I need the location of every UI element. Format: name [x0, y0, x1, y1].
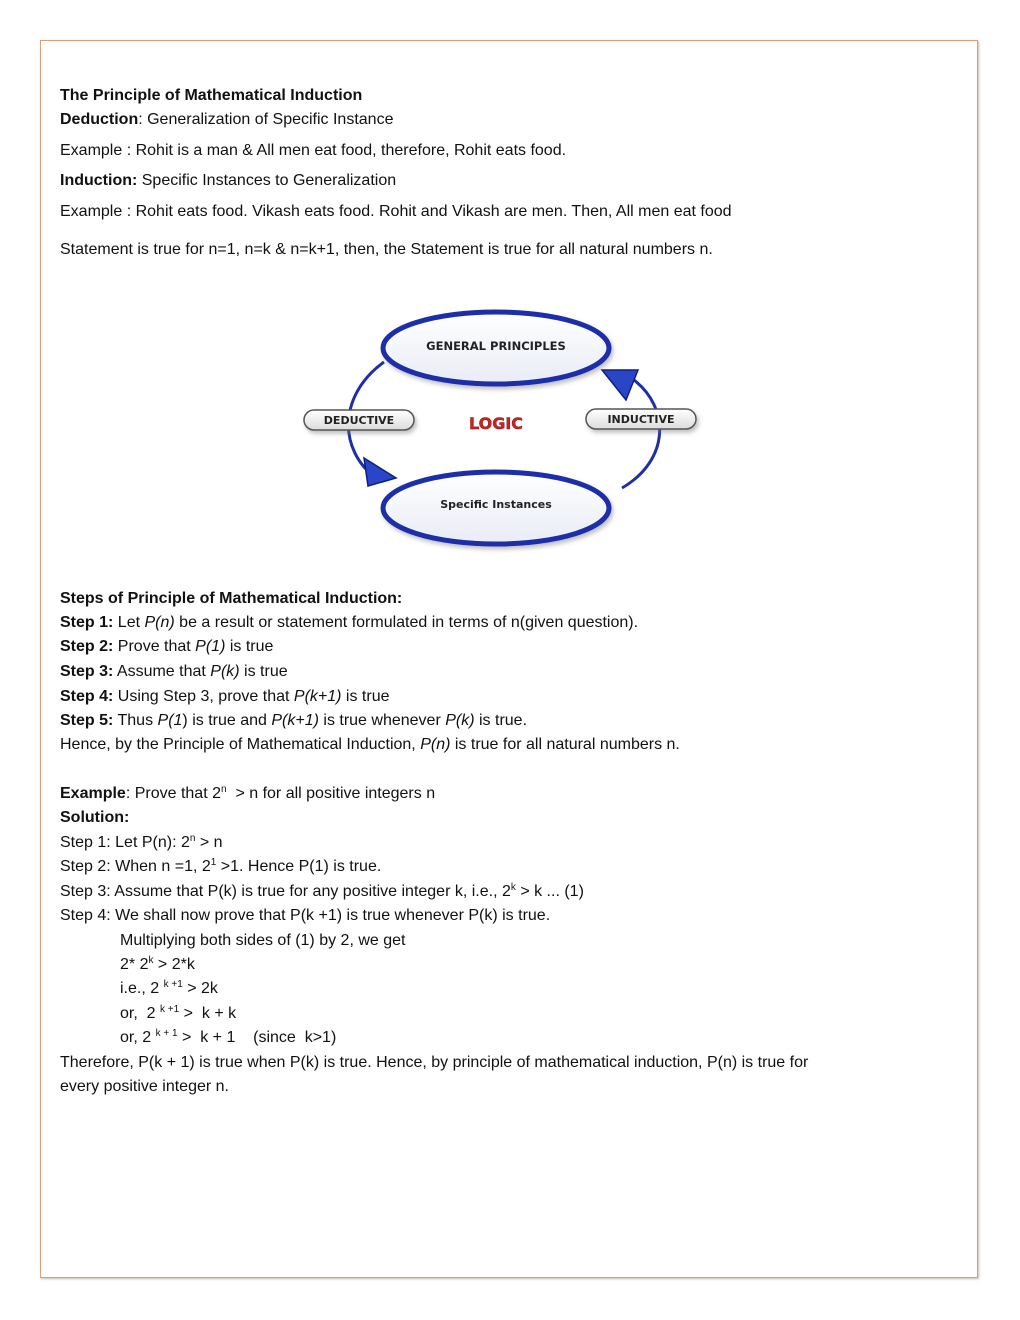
- hence-line: Hence, by the Principle of Mathematical Induction, P(n) is true for all natural numbers n.: [60, 736, 680, 753]
- deductive-label: DEDUCTIVE: [323, 414, 395, 427]
- math-line-3: or, 2 $^{k +1}$ > k + k: [120, 1004, 237, 1022]
- multiply-line: Multiplying both sides of (1) by 2, we get: [120, 932, 406, 949]
- inductive-arrow-icon: [602, 370, 638, 400]
- math-line-4: or, 2 $^{k + 1}$ > k + 1 (since k>1): [120, 1028, 337, 1046]
- solution-step-4: Step 4: We shall now prove that P(k +1) is true whenever P(k) is true.: [60, 907, 551, 924]
- deductive-arrow-icon: [364, 458, 396, 486]
- statement-text: Statement is true for n=1, n=k & n=k+1, then, the Statement is true for all natural numbers n.: [60, 241, 713, 258]
- solution-step-2: Step 2: When n =1, $2^1 >1$. Hence P(1) is true.: [60, 857, 382, 875]
- page-title: The Principle of Mathematical Induction: [60, 87, 363, 104]
- math-line-1: 2* $2^k > 2*k$: [120, 955, 195, 973]
- step-2: Step 2: Prove that P(1) is true: [60, 638, 274, 655]
- conclusion-line-2: every positive integer n.: [60, 1078, 229, 1095]
- step-3: Step 3: Assume that P(k) is true: [60, 663, 288, 680]
- solution-heading: Solution:: [60, 809, 130, 826]
- conclusion-line-1: Therefore, P(k + 1) is true when P(k) is true. Hence, by principle of mathematical induction, P(n) is true for: [60, 1054, 809, 1071]
- example-statement: Example: Prove that 2$^n$ > n for all positive integers n: [60, 784, 436, 802]
- math-line-2: i.e., 2 $^{k +1}$ > 2k: [120, 979, 218, 997]
- step-4: Step 4: Using Step 3, prove that P(k+1) is true: [60, 688, 390, 705]
- logic-label: LOGIC: [468, 414, 524, 433]
- step-5: Step 5: Thus P(1) is true and P(k+1) is true whenever P(k) is true.: [60, 712, 528, 729]
- logic-diagram: [298, 300, 708, 565]
- induction-definition: Induction: Specific Instances to Generalization: [60, 172, 397, 189]
- steps-heading: Steps of Principle of Mathematical Induction:: [60, 590, 403, 607]
- solution-step-3: Step 3: Assume that P(k) is true for any positive integer k, i.e., $2^k > k$ ... (1): [60, 882, 584, 900]
- specific-instances-label: Specific Instances: [440, 498, 552, 511]
- general-principles-label: GENERAL PRINCIPLES: [426, 339, 566, 353]
- induction-example: Example : Rohit eats food. Vikash eats food. Rohit and Vikash are men. Then, All men eat food: [60, 203, 732, 220]
- solution-step-1: Step 1: Let P(n): $2^n > n$: [60, 833, 223, 851]
- step-1: Step 1: Let P(n) be a result or statement formulated in terms of n(given question).: [60, 614, 639, 631]
- deduction-example: Example : Rohit is a man & All men eat food, therefore, Rohit eats food.: [60, 142, 567, 159]
- inductive-label: INDUCTIVE: [607, 413, 675, 426]
- deduction-definition: Deduction: Generalization of Specific Instance: [60, 111, 394, 128]
